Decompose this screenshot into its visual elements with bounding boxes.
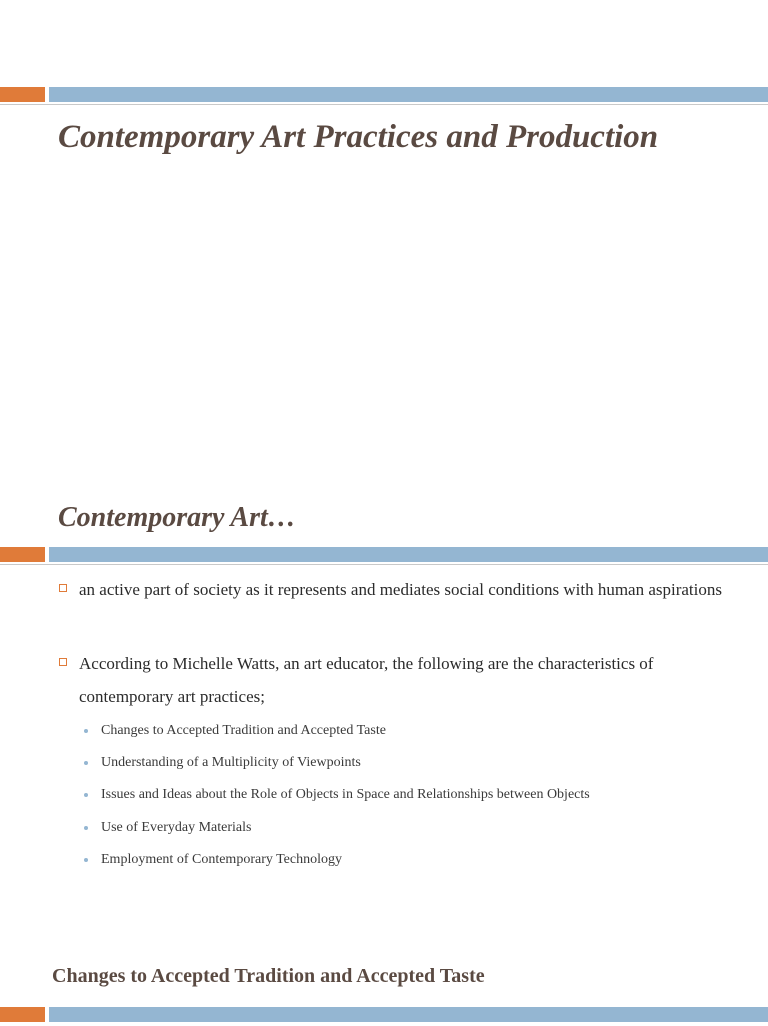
band-orange-block bbox=[0, 547, 45, 562]
square-bullet-icon bbox=[59, 584, 67, 592]
sub-bullet-text: Issues and Ideas about the Role of Objects in Space and Relationships between Objects bbox=[101, 787, 590, 802]
bullet-text: According to Michelle Watts, an art educator, the following are the characteristics of contemporary art practices; bbox=[79, 654, 654, 706]
sub-bullet-item bbox=[101, 818, 721, 838]
band-orange-block bbox=[0, 87, 45, 102]
sub-bullet-item bbox=[101, 785, 721, 805]
sub-bullet-text: Use of Everyday Materials bbox=[101, 820, 252, 835]
dot-bullet-icon bbox=[84, 729, 88, 733]
band-blue-bar bbox=[49, 547, 768, 562]
band-blue-bar bbox=[49, 87, 768, 102]
slide3-header-band bbox=[0, 1006, 768, 1026]
slide3-title: Changes to Accepted Tradition and Accepted Taste bbox=[52, 965, 485, 987]
dot-bullet-icon bbox=[84, 793, 88, 797]
dot-bullet-icon bbox=[84, 826, 88, 830]
sub-bullet-item bbox=[101, 850, 721, 870]
slide1-header-band bbox=[0, 86, 768, 106]
slide1-title: Contemporary Art Practices and Production bbox=[58, 119, 659, 155]
band-orange-block bbox=[0, 1007, 45, 1022]
slide2-title: Contemporary Art… bbox=[58, 502, 296, 533]
sub-bullet-text: Changes to Accepted Tradition and Accepted Taste bbox=[101, 723, 386, 738]
bullet-item bbox=[79, 647, 729, 713]
sub-bullet-text: Employment of Contemporary Technology bbox=[101, 852, 342, 867]
band-blue-bar bbox=[49, 1007, 768, 1022]
square-bullet-icon bbox=[59, 658, 67, 666]
dot-bullet-icon bbox=[84, 761, 88, 765]
dot-bullet-icon bbox=[84, 858, 88, 862]
bullet-text: an active part of society as it represents and mediates social conditions with human aspirations bbox=[79, 580, 722, 599]
sub-bullet-text: Understanding of a Multiplicity of Viewpoints bbox=[101, 755, 361, 770]
band-divider bbox=[0, 564, 768, 565]
slide2-header-band bbox=[0, 546, 768, 566]
bullet-item bbox=[79, 573, 729, 606]
band-divider bbox=[0, 104, 768, 105]
sub-bullet-item bbox=[101, 753, 721, 773]
sub-bullet-item bbox=[101, 721, 721, 741]
